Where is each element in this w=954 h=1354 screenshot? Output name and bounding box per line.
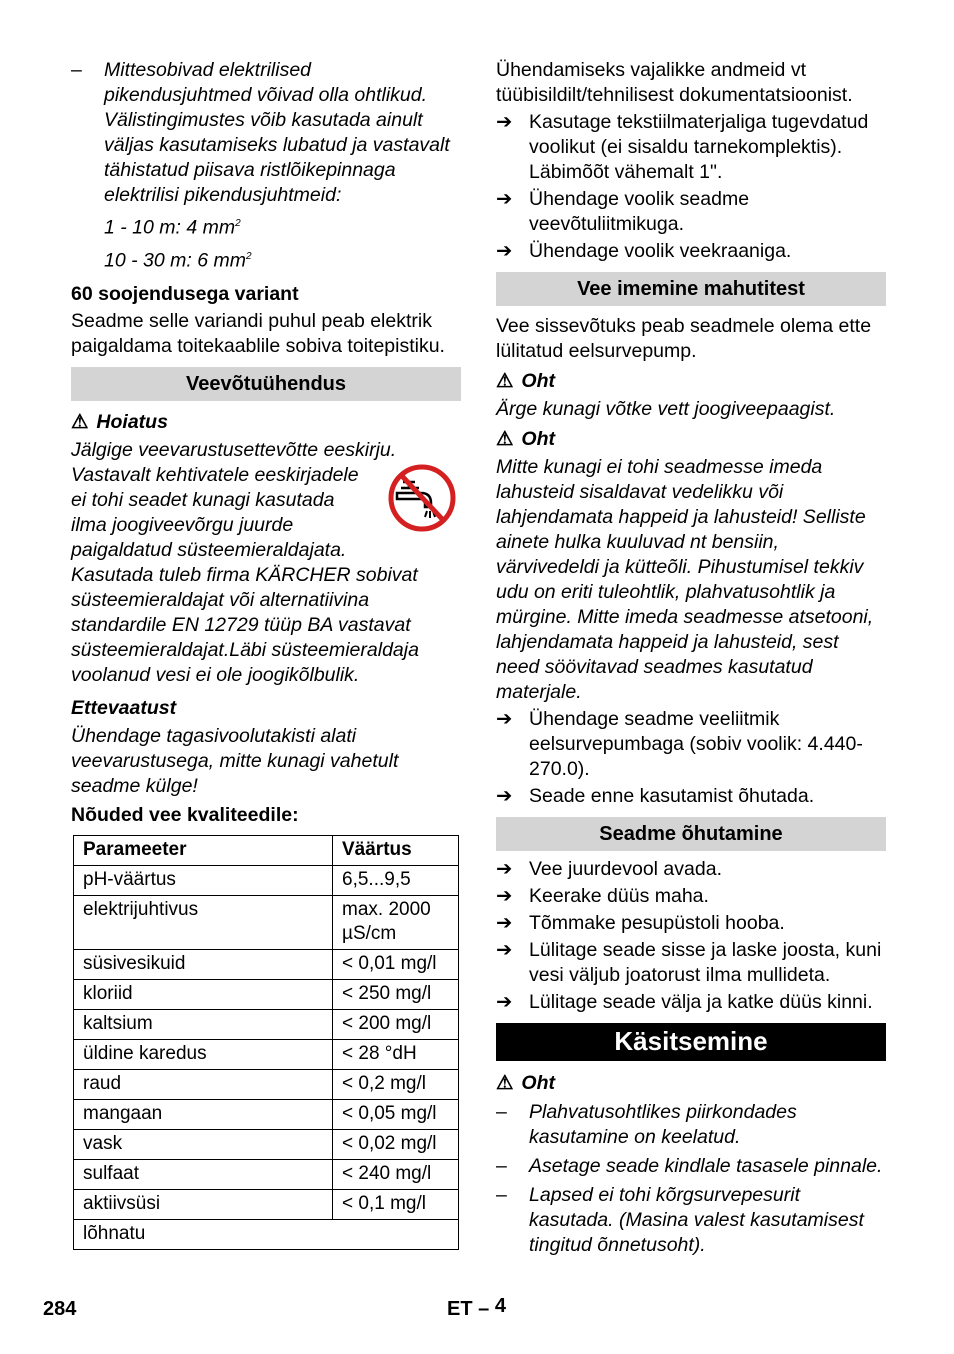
table-cell-parameter: kloriid [74, 980, 333, 1010]
table-row [74, 1100, 459, 1130]
table-cell-parameter: sulfaat [74, 1160, 333, 1190]
page-number: 284 [43, 1298, 77, 1320]
table-row [74, 896, 459, 950]
footer-language: ET – 4 [447, 1295, 506, 1320]
table-cell-value: < 28 °dH [333, 1040, 459, 1070]
step-text: Ühendage seadme veeliitmik eelsurvepumbaga (sobiv voolik: 4.440-270.0). [529, 708, 863, 780]
arrow-icon: ➔ [496, 188, 513, 210]
step-item [496, 239, 886, 264]
warning-triangle-icon: ⚠ [496, 428, 514, 450]
dash-marker: – [496, 1155, 507, 1177]
table-cell-parameter: aktiivsüsi [74, 1190, 333, 1220]
danger-text-1: Ärge kunagi võtke vett joogiveepaagist. [496, 398, 836, 420]
warning-triangle-icon: ⚠ [496, 370, 514, 392]
left-column [71, 58, 461, 1250]
table-cell-value: < 0,2 mg/l [333, 1070, 459, 1100]
connection-steps [496, 110, 886, 264]
table-cell-value: < 250 mg/l [333, 980, 459, 1010]
arrow-icon: ➔ [496, 785, 513, 807]
operation-danger-list [496, 1100, 886, 1258]
right-column [496, 58, 886, 1258]
extension-cable-text: Mittesobivad elektrilised pikendusjuhtmed võivad olla ohtlikud. Välistingimustes võib kasutada ainult väljas kasutamiseks lubatud ja vastavalt tähistatud piisava ristlõikepinnaga elektrilisi pikendusjuhtmeid: [104, 59, 450, 206]
suction-text: Vee sissevõtuks peab seadmele olema ette lülitatud eelsurvepump. [496, 315, 872, 362]
suction-steps [496, 707, 886, 809]
arrow-icon: ➔ [496, 240, 513, 262]
table-cell-parameter: pH-väärtus [74, 866, 333, 896]
connection-intro: Ühendamiseks vajalikke andmeid vt tüübisildilt/tehnilisest dokumentatsioonist. [496, 59, 853, 106]
danger-label-2: ⚠ Oht [496, 428, 555, 450]
table-row [74, 866, 459, 896]
table-row [74, 1130, 459, 1160]
step-item [496, 707, 886, 782]
dash-marker: – [496, 1101, 507, 1123]
warning-triangle-icon: ⚠ [496, 1072, 514, 1094]
step-item [496, 884, 886, 909]
arrow-icon: ➔ [496, 912, 513, 934]
danger-list-item [496, 1100, 886, 1150]
step-item [496, 784, 886, 809]
step-item [496, 938, 886, 988]
warning-triangle-icon: ⚠ [71, 411, 89, 433]
section-heading-water-connection: Veevõtuühendus [71, 367, 461, 401]
table-cell-parameter: üldine karedus [74, 1040, 333, 1070]
heating-variant-title: 60 soojendusega variant [71, 283, 299, 305]
table-cell-odorless: lõhnatu [74, 1220, 459, 1250]
heating-variant-text: Seadme selle variandi puhul peab elektrik paigaldama toitekaablile sobiva toitepistiku. [71, 310, 445, 357]
danger-list-item [496, 1183, 886, 1258]
table-cell-value: < 240 mg/l [333, 1160, 459, 1190]
table-cell-value: < 0,1 mg/l [333, 1190, 459, 1220]
table-cell-value: max. 2000 µS/cm [333, 896, 459, 950]
table-row [74, 1040, 459, 1070]
danger-label-3: ⚠ Oht [496, 1072, 555, 1094]
danger-list-item [496, 1154, 886, 1179]
danger-item-text: Plahvatusohtlikes piirkondades kasutamine on keelatud. [529, 1101, 797, 1148]
danger-label-1: ⚠ Oht [496, 370, 555, 392]
step-item [496, 990, 886, 1015]
table-row [74, 1160, 459, 1190]
table-cell-value: < 0,01 mg/l [333, 950, 459, 980]
arrow-icon: ➔ [496, 885, 513, 907]
arrow-icon: ➔ [496, 111, 513, 133]
arrow-icon: ➔ [496, 939, 513, 961]
table-cell-value: < 0,02 mg/l [333, 1130, 459, 1160]
warning-label: ⚠ Hoiatus [71, 411, 168, 433]
water-quality-title: Nõuded vee kvaliteedile: [71, 804, 299, 826]
no-drinking-water-icon [387, 463, 457, 533]
cable-spec-1: 1 - 10 m: 4 $mm^2$ [104, 216, 241, 239]
water-quality-table [73, 835, 459, 1250]
table-row [74, 1010, 459, 1040]
table-cell-parameter: mangaan [74, 1100, 333, 1130]
danger-item-text: Lapsed ei tohi kõrgsurvepesurit kasutada. (Masina valest kasutamisest tingitud õnnetusoht). [529, 1184, 864, 1256]
table-header-row [74, 836, 459, 866]
table-cell-parameter: vask [74, 1130, 333, 1160]
danger-text-2: Mitte kunagi ei tohi seadmesse imeda lahusteid sisaldavat vedelikku või lahjendamata happeid ja lahusteid! Selliste ainete hulka kuuluvad nt bensiin, värvivedeldi ja kütteõli. Pihustumisel tekkiv udu on eriti tuleohtlik, plahvatusohtlik ja mürgine. Mitte imeda seadmesse atsetooni, lahjendamata happeid ja lahusteid, sest need söövitavad seadmes kasutatud materjale. [496, 456, 874, 703]
table-cell-parameter: raud [74, 1070, 333, 1100]
header-value: Väärtus [333, 836, 459, 866]
step-text: Ühendage voolik seadme veevõtuliitmikuga. [529, 188, 750, 235]
danger-item-text: Asetage seade kindlale tasasele pinnale. [529, 1155, 883, 1177]
step-item [496, 110, 886, 185]
table-row [74, 1070, 459, 1100]
arrow-icon: ➔ [496, 991, 513, 1013]
arrow-icon: ➔ [496, 858, 513, 880]
table-row [74, 1190, 459, 1220]
venting-steps [496, 857, 886, 1015]
step-item [496, 857, 886, 882]
table-cell-parameter: elektrijuhtivus [74, 896, 333, 950]
step-text: Seade enne kasutamist õhutada. [529, 785, 815, 807]
main-heading-operation: Käsitsemine [496, 1023, 886, 1061]
step-text: Kasutage tekstiilmaterjaliga tugevdatud voolikut (ei sisaldu tarnekomplektis). Läbimõõt vähemalt 1". [529, 111, 869, 183]
dash-marker: – [496, 1184, 507, 1206]
table-row [74, 980, 459, 1010]
step-item [496, 911, 886, 936]
table-row-last [74, 1220, 459, 1250]
table-row [74, 950, 459, 980]
step-text: Lülitage seade sisse ja laske joosta, kuni vesi väljub joatorust ilma mullideta. [529, 939, 882, 986]
step-text: Vee juurdevool avada. [529, 858, 722, 880]
step-text: Keerake düüs maha. [529, 885, 709, 907]
caution-label: Ettevaatust [71, 697, 177, 719]
header-parameter: Parameeter [74, 836, 333, 866]
extension-cable-warning [71, 58, 461, 273]
dash-marker: – [71, 59, 82, 81]
table-cell-value: < 0,05 mg/l [333, 1100, 459, 1130]
warning-text-1: Jälgige veevarustusettevõtte eeskirju. [71, 439, 397, 461]
cable-spec-2: 10 - 30 m: 6 $mm^2$ [104, 249, 252, 271]
table-cell-parameter: kaltsium [74, 1010, 333, 1040]
step-text: Ühendage voolik veekraaniga. [529, 240, 792, 262]
warning-block [71, 438, 461, 688]
step-text: Tõmmake pesupüstoli hooba. [529, 912, 785, 934]
table-cell-value: 6,5...9,5 [333, 866, 459, 896]
section-heading-suction: Vee imemine mahutitest [496, 272, 886, 306]
table-cell-value: < 200 mg/l [333, 1010, 459, 1040]
step-item [496, 187, 886, 237]
table-cell-parameter: süsivesikuid [74, 950, 333, 980]
warning-text-2: Vastavalt kehtivatele eeskirjadele ei tohi seadet kunagi kasutada ilma joogiveevõrgu juurde paigaldatud süsteemieraldajata. Kasutada tuleb firma KÄRCHER sobivat süsteemieraldajat või alternatiivina standardile EN 12729 tüüp BA vastavat süsteemieraldajat.Läbi süsteemieraldaja voolanud vesi ei ole joogikõlbulik. [71, 464, 419, 686]
step-text: Lülitage seade välja ja katke düüs kinni. [529, 991, 873, 1013]
arrow-icon: ➔ [496, 708, 513, 730]
caution-text: Ühendage tagasivoolutakisti alati veevarustusega, mitte kunagi vahetult seadme külge! [71, 725, 399, 797]
section-heading-venting: Seadme õhutamine [496, 817, 886, 851]
